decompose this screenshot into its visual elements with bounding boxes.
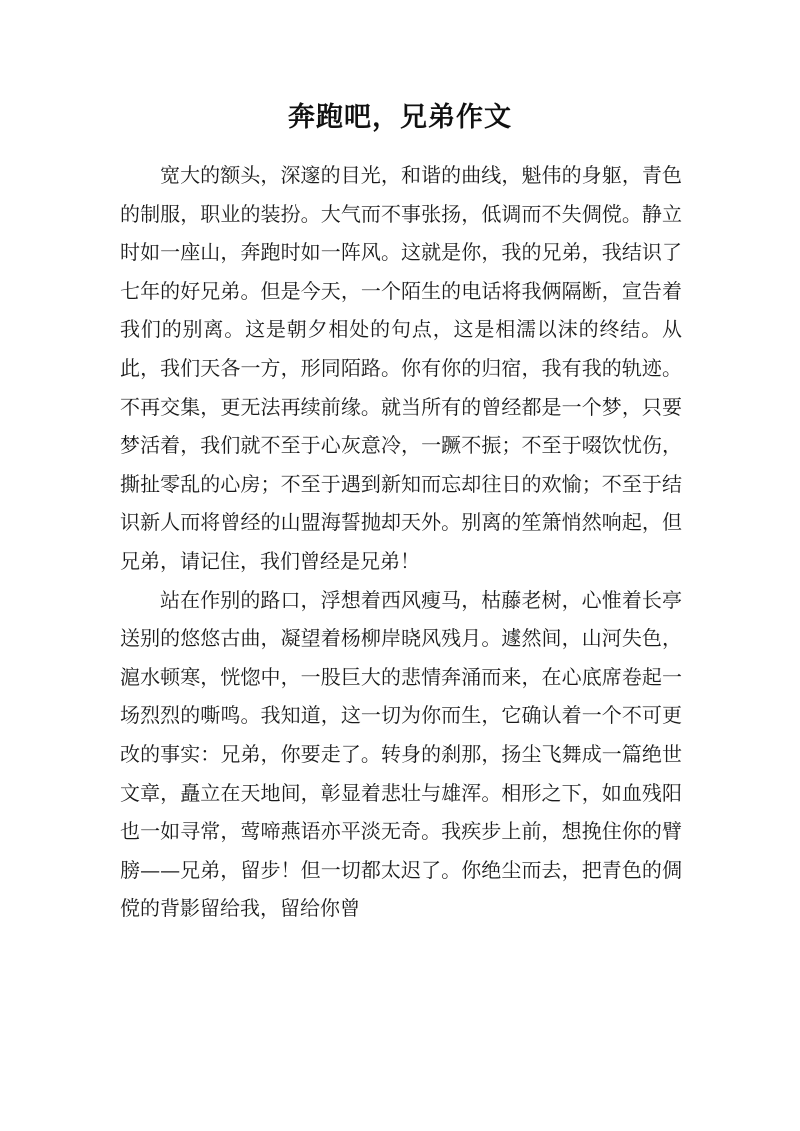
paragraph-2: 站在作别的路口，浮想着西风瘦马，枯藤老树，心惟着长亭送别的悠悠古曲，凝望着杨柳岸晓风残月。遽然间，山河失色，滬水顿寒，恍惚中，一股巨大的悲情奔涌而来，在心底席卷起一场烈烈的嘶鸣。我知道，这一切为你而生，它确认着一个不可更改的事实：兄弟，你要走了。转身的刹那，扬尘飞舞成一篇绝世文章，矗立在天地间，彰显着悲壮与雄浑。相形之下，如血残阳也一如寻常，莺啼燕语亦平淡无奇。我疾步上前，想挽住你的臂膀——兄弟，留步！但一切都太迟了。你绝尘而去，把青色的倜傥的背影留给我，留给你曾 (120, 587, 682, 921)
paragraph-1: 宽大的额头，深邃的目光，和谐的曲线，魁伟的身躯，青色的制服，职业的装扮。大气而不事张扬，低调而不失倜傥。静立时如一座山，奔跑时如一阵风。这就是你，我的兄弟，我结识了七年的好兄弟。但是今天，一个陌生的电话将我俩隔断，宣告着我们的别离。这是朝夕相处的句点，这是相濡以沫的终结。从此，我们天各一方，形同陌路。你有你的归宿，我有我的轨迹。不再交集，更无法再续前缘。就当所有的曾经都是一个梦，只要梦活着，我们就不至于心灰意冷，一蹶不振；不至于啜饮忧伤，撕扯零乱的心房；不至于遇到新知而忘却往日的欢愉；不至于结识新人而将曾经的山盟海誓抛却天外。别离的笙箫悄然响起，但兄弟，请记住，我们曾经是兄弟！ (120, 163, 682, 573)
document-body (120, 156, 682, 928)
document-title: 奔跑吧，兄弟作文 (288, 102, 512, 133)
